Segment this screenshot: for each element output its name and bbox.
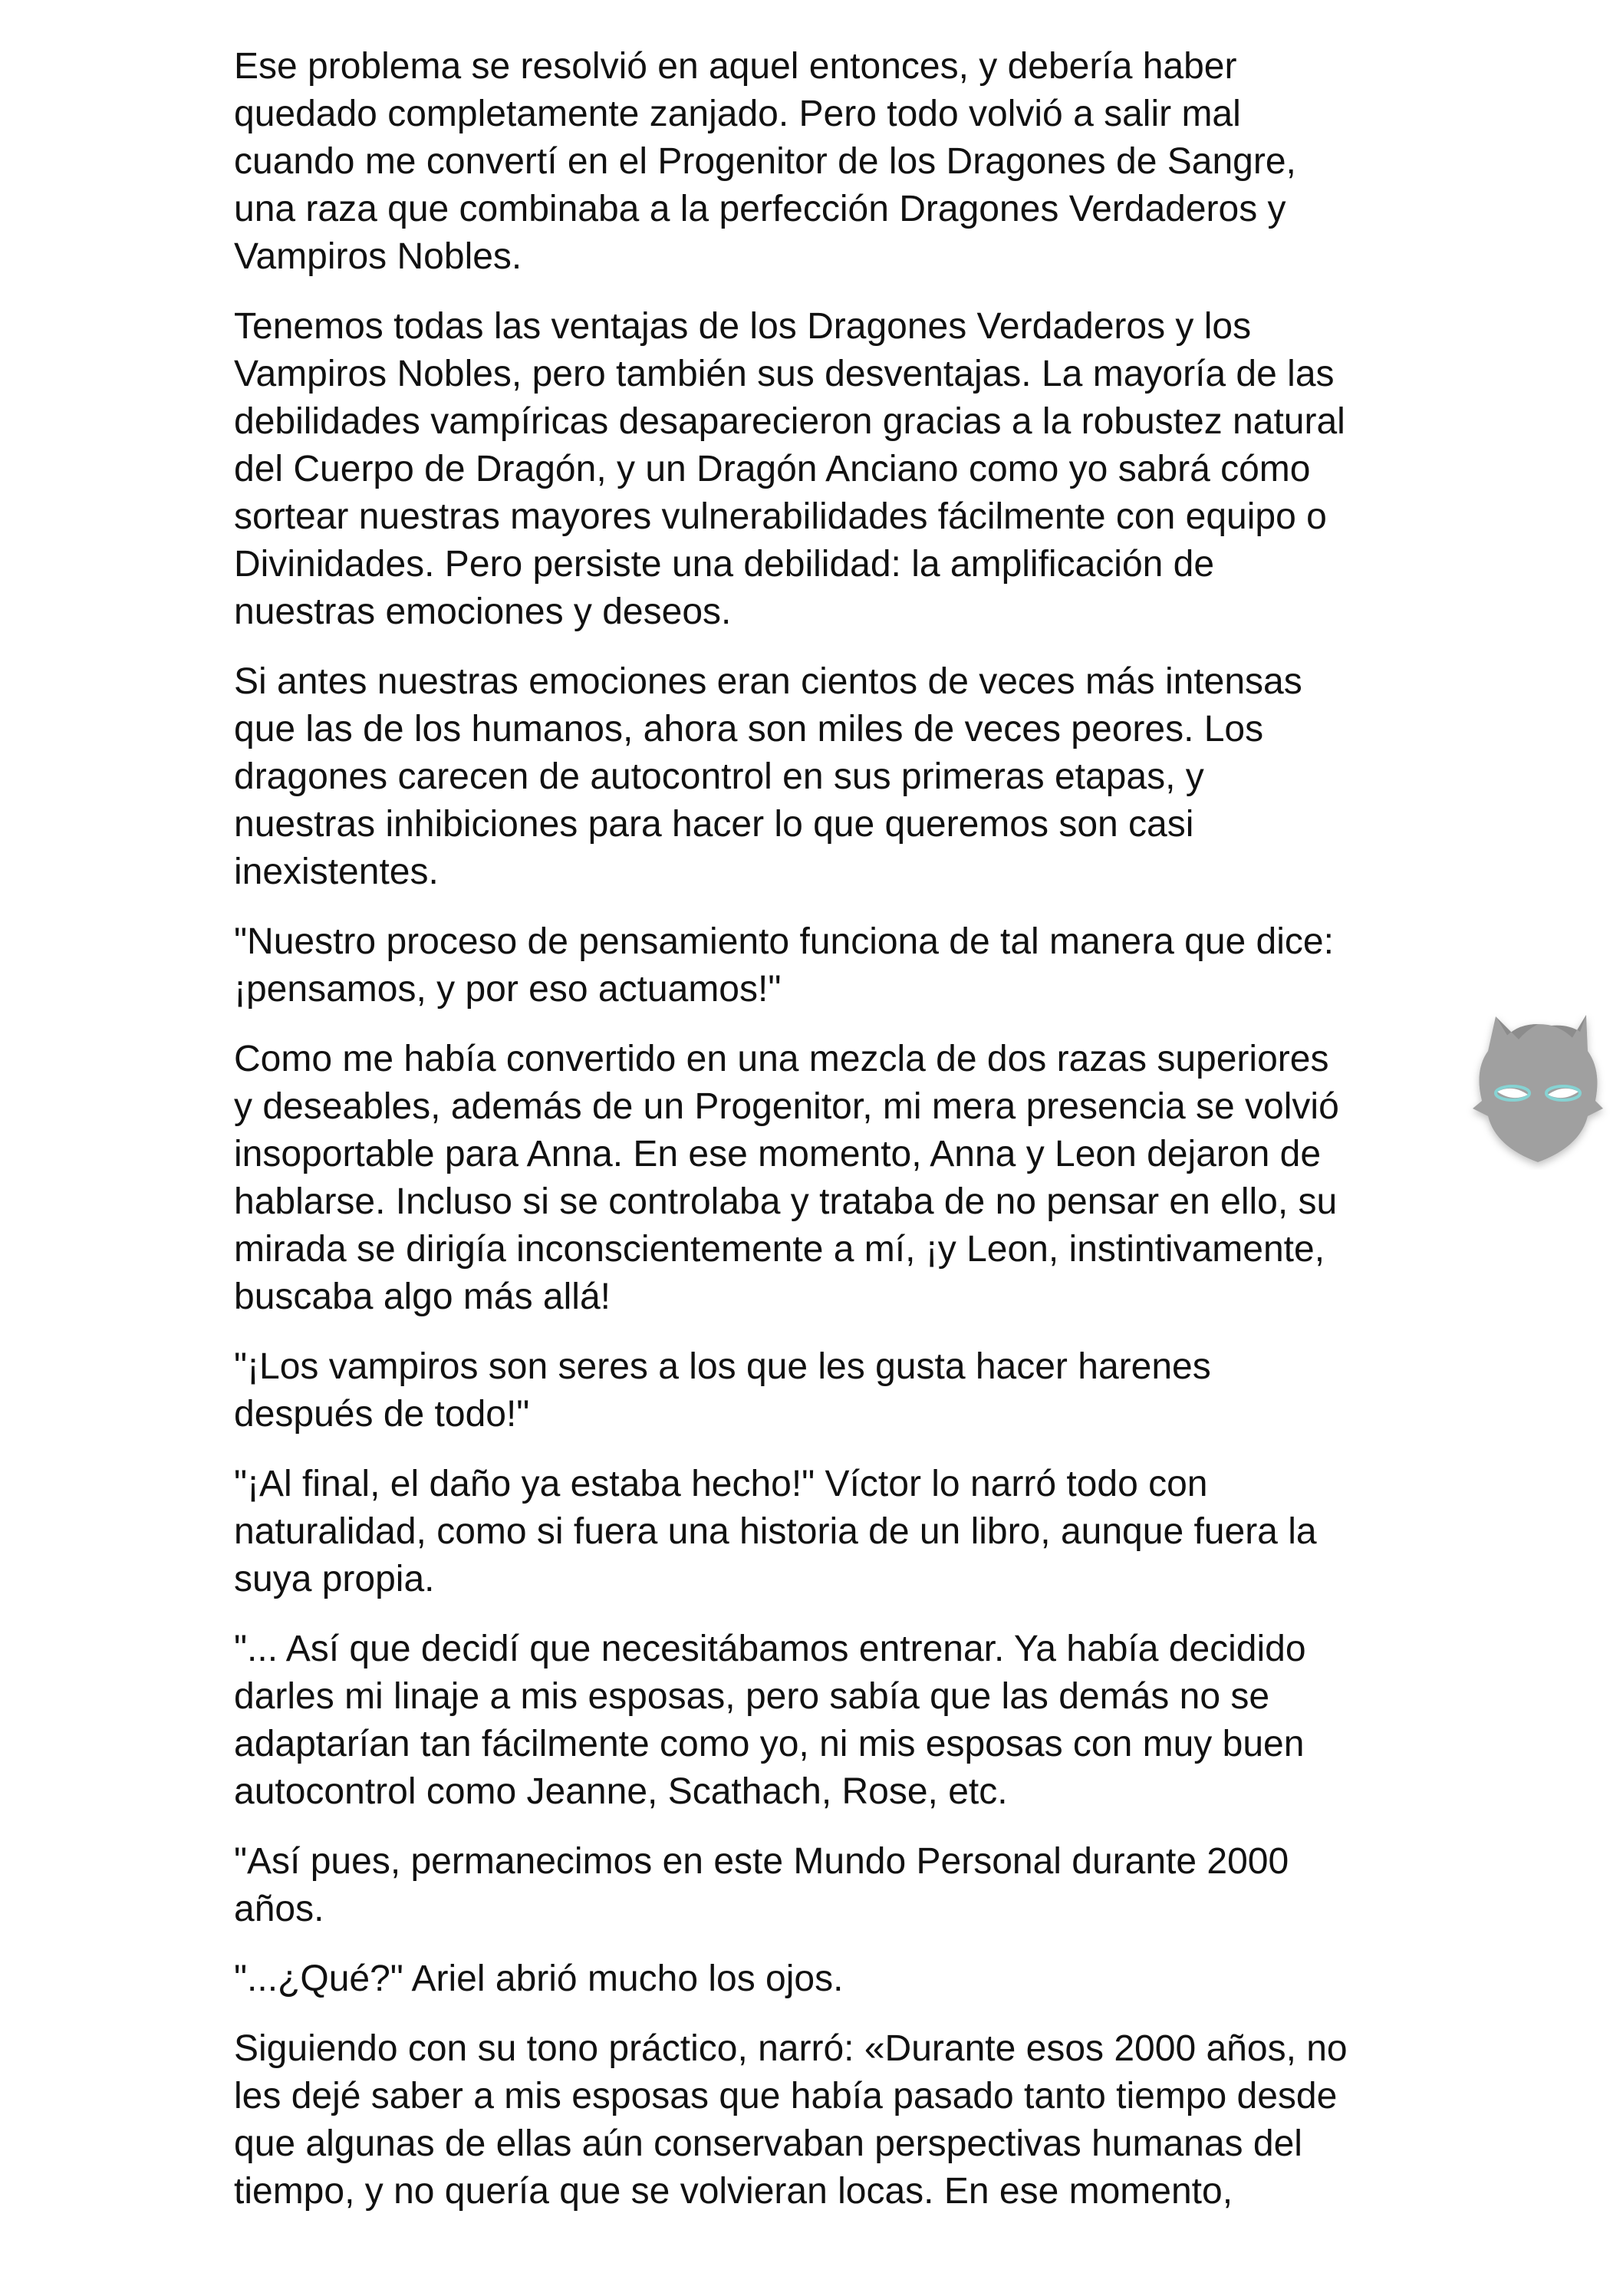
paragraph-7: "¡Al final, el daño ya estaba hecho!" Víctor lo narró todo con naturalidad, como si fuera una historia de un libro, aunque fuera la suya propia. xyxy=(234,1464,1317,1599)
paragraph-3: Si antes nuestras emociones eran cientos de veces más intensas que las de los humanos, ahora son miles de veces peores. Los dragones carecen de autocontrol en sus primeras etapas, y nuestras inhibiciones para hacer lo que queremos son casi inexistentes. xyxy=(234,661,1302,892)
paragraph-4: "Nuestro proceso de pensamiento funciona de tal manera que dice: ¡pensamos, y por eso actuamos!" xyxy=(234,921,1334,1010)
paragraph-11: Siguiendo con su tono práctico, narró: «Durante esos 2000 años, no les dejé saber a mis esposas que había pasado tanto tiempo desde que algunas de ellas aún conservaban perspectivas humanas del tiempo, y no quería que se volvieran locas. En ese momento, xyxy=(234,2028,1348,2212)
paragraph-9: "Así pues, permanecimos en este Mundo Personal durante 2000 años. xyxy=(234,1841,1289,1929)
paragraph-6: "¡Los vampiros son seres a los que les gusta hacer harenes después de todo!" xyxy=(234,1346,1211,1435)
paragraph-8: "... Así que decidí que necesitábamos entrenar. Ya había decidido darles mi linaje a mis esposas, pero sabía que las demás no se adaptarían tan fácilmente como yo, ni mis esposas con muy buen autocontrol como Jeanne, Scathach, Rose, etc. xyxy=(234,1629,1306,1812)
document-body xyxy=(234,43,1415,2238)
paragraph-2: Tenemos todas las ventajas de los Dragones Verdaderos y los Vampiros Nobles, pero también sus desventajas. La mayoría de las debilidades vampíricas desaparecieron gracias a la robustez natural del Cuerpo de Dragón, y un Dragón Anciano como yo sabrá cómo sortear nuestras mayores vulnerabilidades fácilmente con equipo o Divinidades. Pero persiste una debilidad: la amplificación de nuestras emociones y deseos. xyxy=(234,306,1345,632)
paragraph-5: Como me había convertido en una mezcla de dos razas superiores y deseables, además de un Progenitor, mi mera presencia se volvió insoportable para Anna. En ese momento, Anna y Leon dejaron de hablarse. Incluso si se controlaba y trataba de no pensar en ello, su mirada se dirigía inconscientemente a mí, ¡y Leon, instintivamente, buscaba algo más allá! xyxy=(234,1039,1339,1317)
paragraph-10: "...¿Qué?" Ariel abrió mucho los ojos. xyxy=(234,1958,844,1999)
paragraph-1: Ese problema se resolvió en aquel entonces, y debería haber quedado completamente zanjado. Pero todo volvió a salir mal cuando me convertí en el Progenitor de los Dragones de Sangre, una raza que combinaba a la perfección Dragones Verdaderos y Vampiros Nobles. xyxy=(234,46,1296,277)
demon-head-icon xyxy=(1465,993,1611,1170)
